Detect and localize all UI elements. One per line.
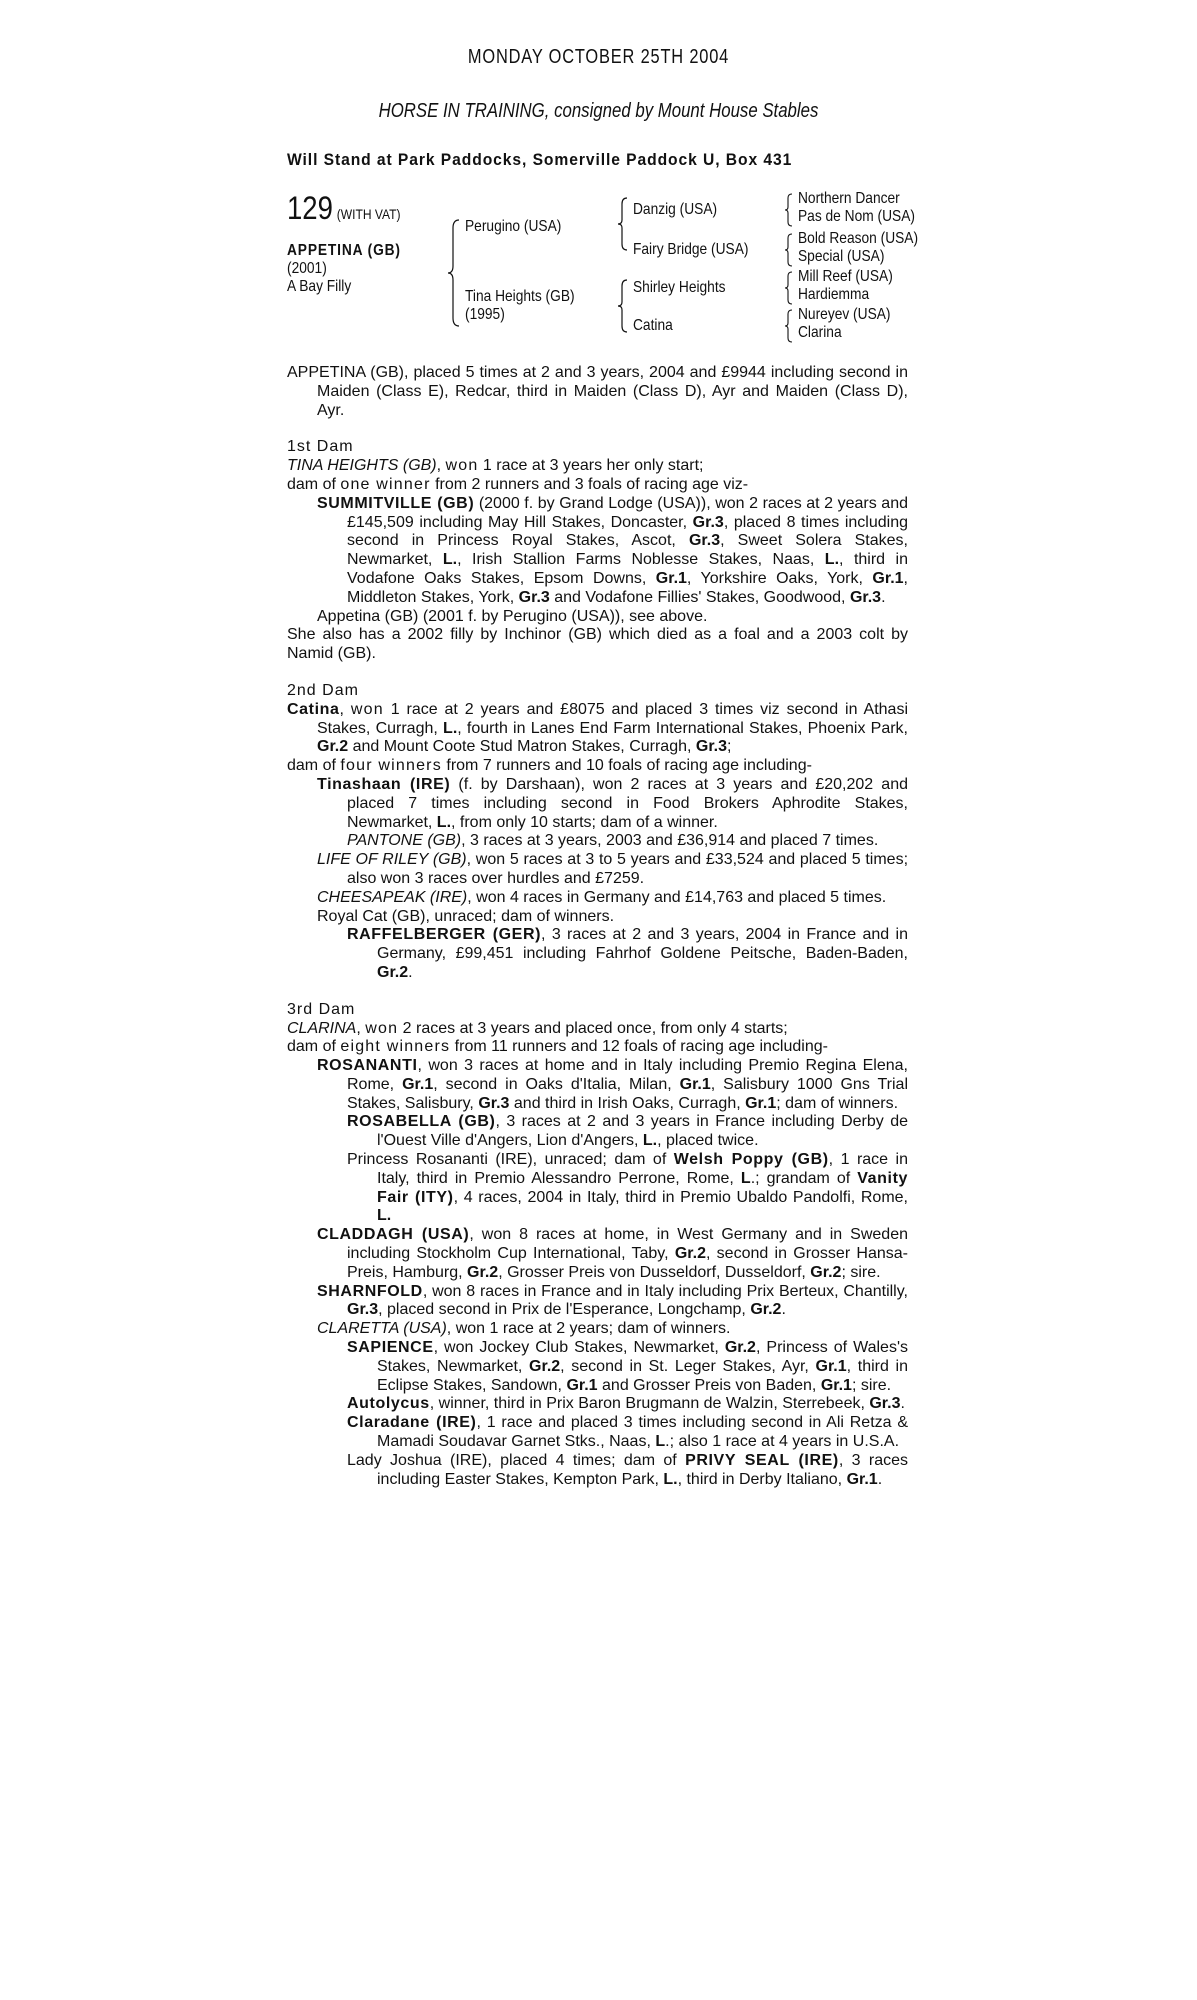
gg-bracket-2 <box>784 232 794 268</box>
gg-7: Nureyev (USA) <box>798 306 891 323</box>
sire-dam: Fairy Bridge (USA) <box>633 241 749 258</box>
sapience-entry: SAPIENCE, won Jockey Club Stakes, Newmarket, Gr.2, Princess of Wales's Stakes, Newmarket, Gr.2, second in St. Leger Stakes, Ayr, Gr.1, third in Eclipse Stakes, Sandown, Gr.1 and Grosser Preis von Baden, Gr.1; sire. <box>347 1339 909 1394</box>
sale-date: MONDAY OCTOBER 25TH 2004 <box>467 46 730 68</box>
cheesapeak-entry: CHEESAPEAK (IRE), won 4 races in Germany and £14,763 and placed 5 times. <box>317 888 887 906</box>
vat-note: (WITH VAT) <box>336 206 401 222</box>
dam-sire: Shirley Heights <box>633 279 726 296</box>
gg-bracket-4 <box>784 308 794 344</box>
lot-number: 129 <box>287 190 333 226</box>
summitville-entry: SUMMITVILLE (GB) (2000 f. by Grand Lodge (USA)), won 2 races at 2 years and £145,509 including May Hill Stakes, Doncaster, Gr.3, placed 8 times including second in Princess Royal Stakes, Ascot, Gr.3, Sweet Solera Stakes, Newmarket, L., Irish Stallion Farms Noblesse Stakes, Naas, L., third in Vodafone Oaks Stakes, Epsom Downs, Gr.1, Yorkshire Oaks, York, Gr.1, Middleton Stakes, York, Gr.3 and Vodafone Fillies' Stakes, Goodwood, Gr.3. <box>317 494 909 606</box>
dam: Tina Heights (GB) <box>465 288 575 305</box>
sire-sire: Danzig (USA) <box>633 201 718 218</box>
sire: Perugino (USA) <box>465 218 562 235</box>
third-dam-heading: 3rd Dam <box>287 1000 356 1018</box>
claddagh-entry: CLADDAGH (USA), won 8 races at home, in West Germany and in Sweden including Stockholm Cup International, Taby, Gr.2, second in Grosser Hansa-Preis, Hamburg, Gr.2, Grosser Preis von Dusseldorf, Dusseldorf, Gr.2; sire. <box>317 1226 909 1281</box>
race-summary: APPETINA (GB), placed 5 times at 2 and 3 years, 2004 and £9944 including second in Maiden (Class E), Redcar, third in Maiden (Class D), Ayr and Maiden (Class D), Ayr. <box>287 364 908 419</box>
appetina-entry: Appetina (GB) (2001 f. by Perugino (USA)), see above. <box>317 607 708 625</box>
gg-4: Special (USA) <box>798 248 885 265</box>
dam-line-bracket <box>617 278 629 334</box>
pedigree-table <box>287 190 947 350</box>
claretta-entry: CLARETTA (USA), won 1 race at 2 years; dam of winners. <box>317 1320 731 1338</box>
lot-heading <box>287 190 401 227</box>
sire-line-bracket <box>617 196 629 252</box>
claradane-entry: Claradane (IRE), 1 race and placed 3 times including second in Ali Retza & Mamadi Soudavar Garnet Stks., Naas, L.; also 1 race at 4 years in U.S.A. <box>347 1414 909 1451</box>
second-dam-intro: Catina, won 1 race at 2 years and £8075 and placed 3 times viz second in Athasi Stakes, Curragh, L., fourth in Lanes End Farm International Stakes, Phoenix Park, Gr.2 and Mount Coote Stud Matron Stakes, Curragh, Gr.3; <box>287 700 909 756</box>
first-dam-intro: TINA HEIGHTS (GB), won 1 race at 3 years her only start; <box>287 457 704 475</box>
sire-dam-bracket <box>447 218 461 328</box>
gg-bracket-3 <box>784 270 794 306</box>
first-dam-produce: dam of one winner from 2 runners and 3 foals of racing age viz- <box>287 475 749 493</box>
horse-year: (2001) <box>287 260 327 277</box>
first-dam-also: She also has a 2002 filly by Inchinor (GB) which died as a foal and a 2003 colt by Namid (GB). <box>287 626 908 663</box>
princess-rosananti-entry: Princess Rosananti (IRE), unraced; dam of Welsh Poppy (GB), 1 race in Italy, third in Premio Alessandro Perrone, Rome, L.; grandam of Vanity Fair (ITY), 4 races, 2004 in Italy, third in Premio Ubaldo Pandolfi, Rome, L. <box>347 1151 908 1225</box>
gg-2: Pas de Nom (USA) <box>798 208 916 225</box>
royal-cat-entry: Royal Cat (GB), unraced; dam of winners. <box>317 907 615 925</box>
dam-dam: Catina <box>633 317 673 334</box>
gg-1: Northern Dancer <box>798 190 900 207</box>
horse-name: APPETINA (GB) <box>287 242 401 259</box>
gg-6: Hardiemma <box>798 286 870 303</box>
sharnfold-entry: SHARNFOLD, won 8 races in France and in Italy including Prix Berteux, Chantilly, Gr.3, placed second in Prix de l'Esperance, Longchamp, Gr.2. <box>317 1282 908 1319</box>
raffelberger-entry: RAFFELBERGER (GER), 3 races at 2 and 3 years, 2004 in France and in Germany, £99,451 including Fahrhof Goldene Peitsche, Baden-Baden, Gr.2. <box>347 926 908 981</box>
autolycus-entry: Autolycus, winner, third in Prix Baron Brugmann de Walzin, Sterrebeek, Gr.3. <box>347 1395 905 1413</box>
tinashaan-entry: Tinashaan (IRE) (f. by Darshaan), won 2 races at 3 years and £20,202 and placed 7 times including second in Food Brokers Aphrodite Stakes, Newmarket, L., from only 10 starts; dam of a winner. <box>317 775 908 831</box>
stabling-location: Will Stand at Park Paddocks, Somerville Paddock U, Box 431 <box>287 150 793 169</box>
pantone-entry: PANTONE (GB), 3 races at 3 years, 2003 and £36,914 and placed 7 times. <box>347 832 879 850</box>
gg-3: Bold Reason (USA) <box>798 230 919 247</box>
second-dam-produce: dam of four winners from 7 runners and 10 foals of racing age including- <box>287 757 812 775</box>
rosabella-entry: ROSABELLA (GB), 3 races at 2 and 3 years in France including Derby de l'Ouest Ville d'Angers, Lion d'Angers, L., placed twice. <box>347 1113 908 1150</box>
first-dam-heading: 1st Dam <box>287 438 354 456</box>
lady-joshua-entry: Lady Joshua (IRE), placed 4 times; dam of PRIVY SEAL (IRE), 3 races including Easter Stakes, Kempton Park, L., third in Derby Italiano, Gr.1. <box>347 1451 909 1488</box>
dam-year: (1995) <box>465 306 505 323</box>
catalogue-body <box>287 364 908 1489</box>
rosananti-entry: ROSANANTI, won 3 races at home and in Italy including Premio Regina Elena, Rome, Gr.1, second in Oaks d'Italia, Milan, Gr.1, Salisbury 1000 Gns Trial Stakes, Salisbury, Gr.3 and third in Irish Oaks, Curragh, Gr.1; dam of winners. <box>317 1057 908 1112</box>
gg-8: Clarina <box>798 324 842 341</box>
gg-5: Mill Reef (USA) <box>798 268 893 285</box>
third-dam-intro: CLARINA, won 2 races at 3 years and placed once, from only 4 starts; <box>287 1019 788 1037</box>
consignor-subtitle: HORSE IN TRAINING, consigned by Mount House Stables <box>378 100 819 122</box>
third-dam-produce: dam of eight winners from 11 runners and 12 foals of racing age including- <box>287 1038 828 1056</box>
life-of-riley-entry: LIFE OF RILEY (GB), won 5 races at 3 to 5 years and £33,524 and placed 5 times; also won 3 races over hurdles and £7259. <box>317 851 909 887</box>
second-dam-heading: 2nd Dam <box>287 681 359 699</box>
horse-description: A Bay Filly <box>287 278 352 295</box>
gg-bracket-1 <box>784 192 794 228</box>
